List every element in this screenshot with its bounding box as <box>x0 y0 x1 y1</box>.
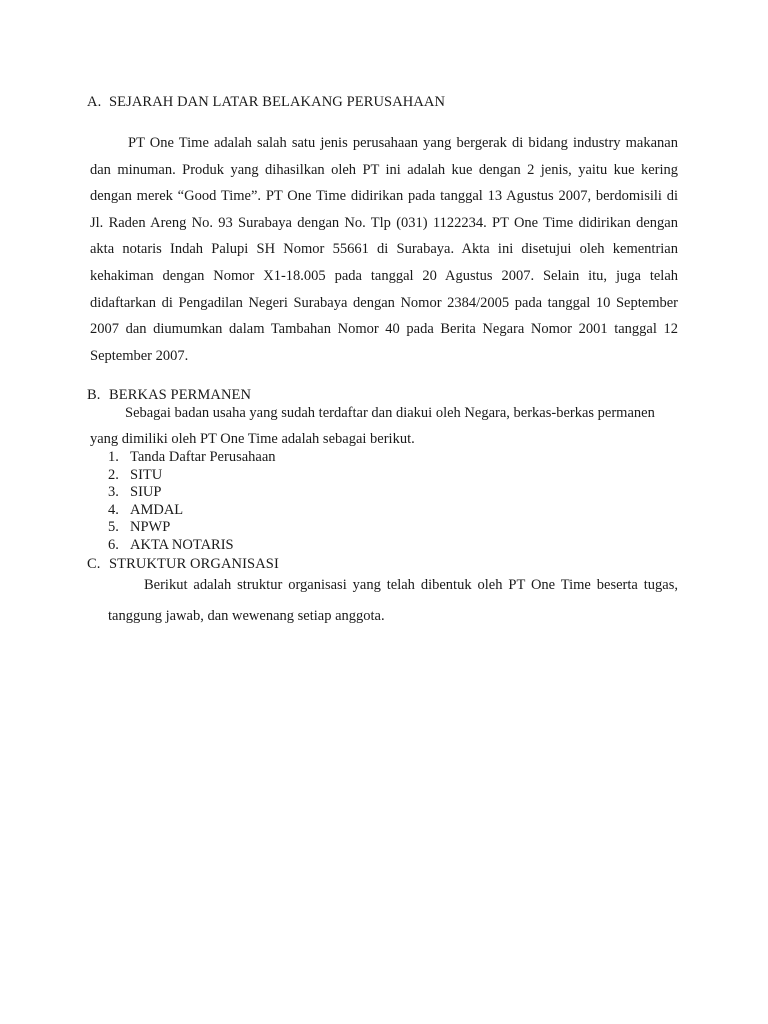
section-b-paragraph-line-1: Sebagai badan usaha yang sudah terdaftar dan diakui oleh Negara, berkas-berkas permanen <box>125 405 655 421</box>
list-item <box>108 537 276 555</box>
section-b-title: BERKAS PERMANEN <box>109 387 252 403</box>
permanent-documents-list <box>108 449 276 555</box>
list-item-number: 3. <box>108 484 119 501</box>
list-item <box>108 519 276 537</box>
list-item-number: 1. <box>108 449 119 465</box>
section-a-title: SEJARAH DAN LATAR BELAKANG PERUSAHAAN <box>109 94 446 110</box>
list-item-number: 6. <box>108 536 119 553</box>
list-item-label: Tanda Daftar Perusahaan <box>130 449 276 465</box>
list-item-number: 2. <box>108 466 119 483</box>
section-a-heading <box>87 93 445 111</box>
section-c-paragraph-text: Berikut adalah struktur organisasi yang telah dibentuk oleh PT One Time beserta tugas, tanggung jawab, dan wewenang setiap anggota. <box>108 577 678 624</box>
list-item-label: AKTA NOTARIS <box>130 536 234 553</box>
list-item <box>108 467 276 485</box>
list-item-label: AMDAL <box>130 501 184 518</box>
list-item-number: 4. <box>108 501 119 518</box>
list-item-label: SIUP <box>130 484 162 501</box>
section-c-paragraph <box>108 570 678 632</box>
section-c-letter: C. <box>87 556 101 572</box>
list-item <box>108 449 276 467</box>
section-a-letter: A. <box>87 94 102 110</box>
list-item-label: SITU <box>130 466 163 483</box>
list-item <box>108 502 276 520</box>
section-b-paragraph-line-2: yang dimiliki oleh PT One Time adalah sebagai berikut. <box>90 431 415 447</box>
section-a-paragraph-text: PT One Time adalah salah satu jenis perusahaan yang bergerak di bidang industry makanan dan minuman. Produk yang dihasilkan oleh PT ini adalah kue dengan 2 jenis, yaitu kue kering dengan merek “Good Time”. PT One Time didirikan pada tanggal 13 Agustus 2007, berdomisili di Jl. Raden Areng No. 93 Surabaya dengan No. Tlp (031) 1122234. PT One Time didirikan dengan akta notaris Indah Palupi SH Nomor 55661 di Surabaya. Akta ini disetujui oleh kementrian kehakiman dengan Nomor X1-18.005 pada tanggal 20 Agustus 2007. Selain itu, juga telah didaftarkan di Pengadilan Negeri Surabaya dengan Nomor 2384/2005 pada tanggal 10 September 2007 dan diumumkan dalam Tambahan Nomor 40 pada Berita Negara Nomor 2001 tanggal 12 September 2007. <box>90 135 678 364</box>
section-c-title: STRUKTUR ORGANISASI <box>109 556 279 572</box>
list-item <box>108 484 276 502</box>
list-item-number: 5. <box>108 519 119 536</box>
section-b-letter: B. <box>87 387 101 403</box>
section-b-heading <box>87 386 251 404</box>
list-item-label: NPWP <box>130 519 171 536</box>
section-a-paragraph <box>90 130 678 369</box>
